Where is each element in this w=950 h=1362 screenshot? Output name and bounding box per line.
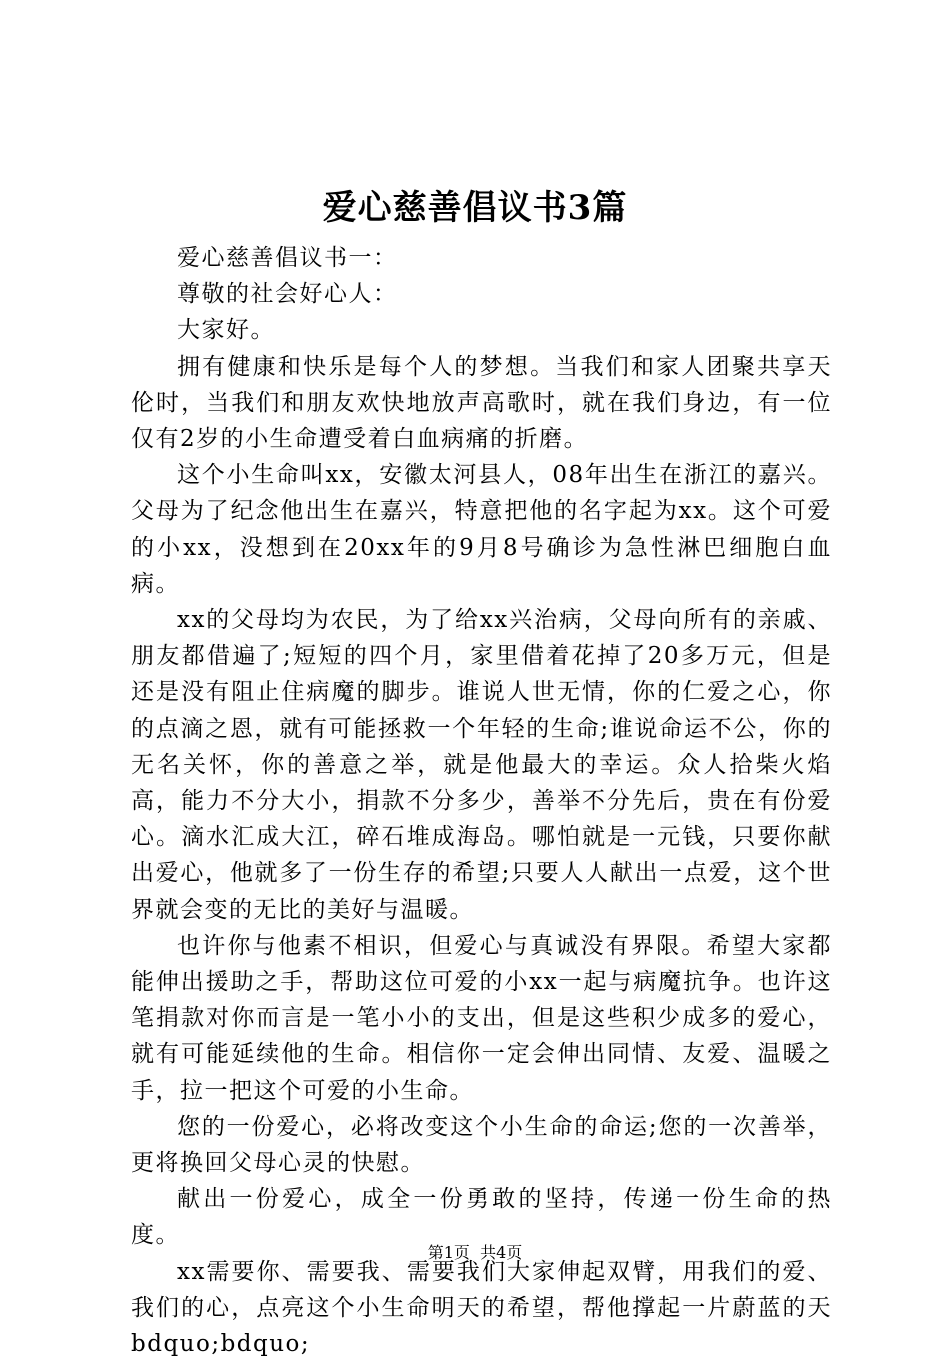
document-title: 爱心慈善倡议书3篇	[322, 188, 628, 228]
paragraph-body: xx需要你、需要我、需要我们大家伸起双臂，用我们的爱、我们的心，点亮这个小生命明天的希望，帮他撑起一片蔚蓝的天bdquo;bdquo;	[131, 1258, 832, 1358]
paragraph-greeting: 大家好。	[177, 317, 275, 344]
paragraph-body: 献出一份爱心，成全一份勇敢的坚持，传递一份生命的热度。	[131, 1186, 832, 1249]
paragraph-body: 拥有健康和快乐是每个人的梦想。当我们和家人团聚共享天伦时，当我们和朋友欢快地放声高歌时，就在我们身边，有一位仅有2岁的小生命遭受着白血病痛的折磨。	[131, 353, 832, 453]
page-footer	[0, 1242, 950, 1264]
paragraph-body: 也许你与他素不相识，但爱心与真诚没有界限。希望大家都能伸出援助之手，帮助这位可爱的小xx一起与病魔抗争。也许这笔捐款对你而言是一笔小小的支出，但是这些积少成多的爱心，就有可能延续他的生命。相信你一定会伸出同情、友爱、温暖之手，拉一把这个可爱的小生命。	[131, 932, 832, 1104]
document-body	[131, 240, 832, 1362]
paragraph-salutation: 尊敬的社会好心人：	[177, 281, 398, 308]
paragraph-body: 您的一份爱心，必将改变这个小生命的命运;您的一次善举，更将换回父母心灵的快慰。	[131, 1113, 832, 1177]
paragraph-body: xx的父母均为农民，为了给xx兴治病，父母向所有的亲戚、朋友都借遍了;短短的四个月，家里借着花掉了20多万元，但是还是没有阻止住病魔的脚步。谁说人世无情，你的仁爱之心，你的点滴之恩，就有可能拯救一个年轻的生命;谁说命运不公，你的无名关怀，你的善意之举，就是他最大的幸运。众人拾柴火焰高，能力不分大小，捐款不分多少，善举不分先后，贵在有份爱心。滴水汇成大江，碎石堆成海岛。哪怕就是一元钱，只要你献出爱心，他就多了一份生存的希望;只要人人献出一点爱，这个世界就会变的无比的美好与温暖。	[131, 607, 832, 923]
paragraph-body: 这个小生命叫xx，安徽太河县人，08年出生在浙江的嘉兴。父母为了纪念他出生在嘉兴，特意把他的名字起为xx。这个可爱的小xx，没想到在20xx年的9月8号确诊为急性淋巴细胞白血病。	[131, 462, 832, 597]
page-number-label: 第1页 共4页	[427, 1243, 523, 1262]
paragraph-salutation-heading: 爱心慈善倡议书一：	[177, 245, 398, 271]
